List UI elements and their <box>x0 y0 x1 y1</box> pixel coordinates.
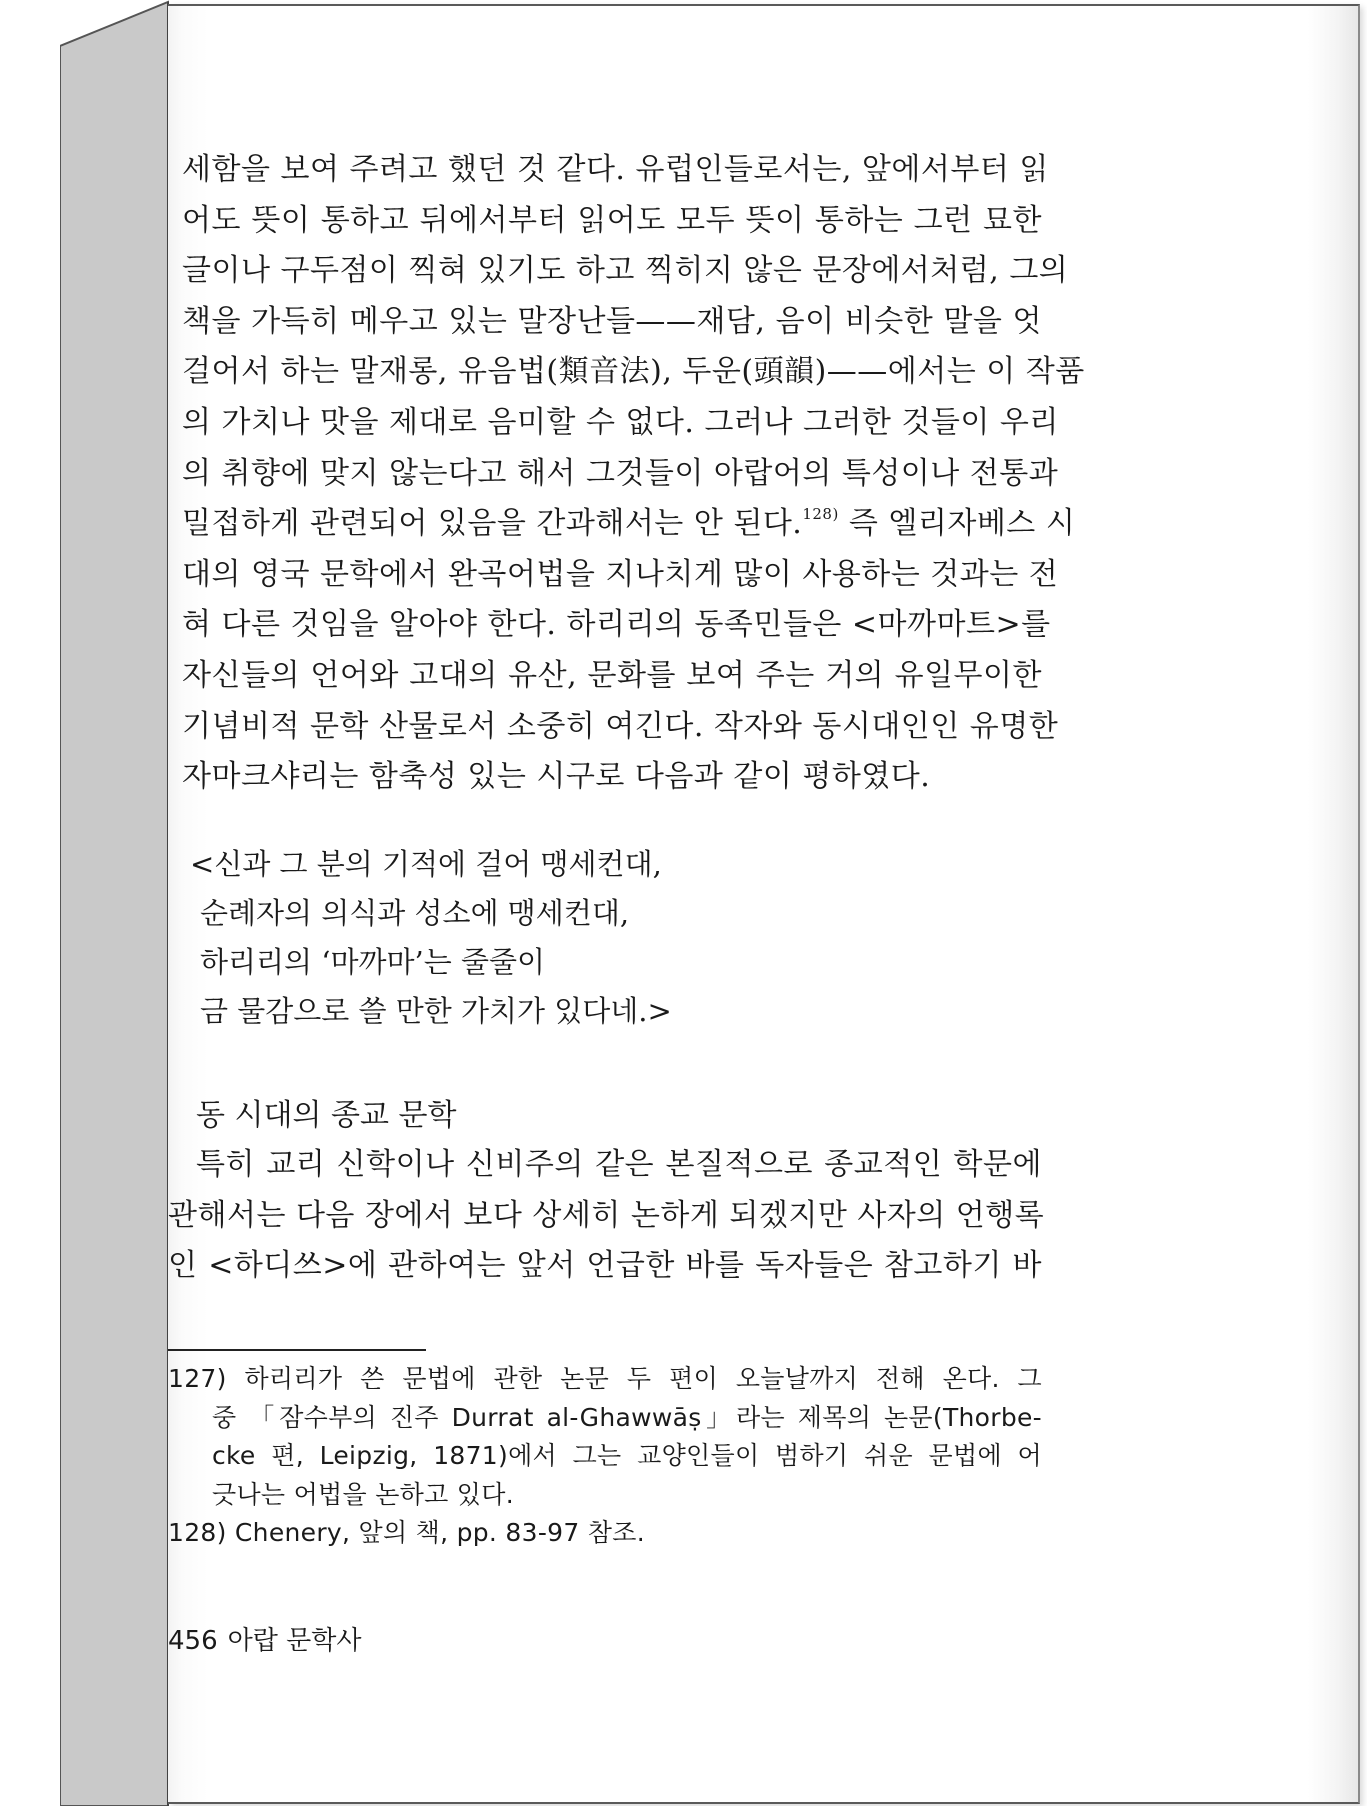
body-line-with-footnote-ref <box>182 499 1076 550</box>
body-line: 의 가치나 맛을 제대로 음미할 수 없다. 그러나 그러한 것들이 우리 <box>182 404 1059 440</box>
body-line: 세함을 보여 주려고 했던 것 같다. 유럽인들로서는, 앞에서부터 읽 <box>182 152 1049 187</box>
section-heading: 동 시대의 종교 문학 <box>196 1098 457 1133</box>
page-number: 456 <box>168 1626 218 1656</box>
body-line-tail: 즉 엘리자베스 시 <box>838 506 1076 542</box>
poem-line: 하리리의 ‘마까마’는 줄줄이 <box>200 945 546 979</box>
quoted-poem <box>190 840 910 1036</box>
body-line: 걸어서 하는 말재롱, 유음법(類音法), 두운(頭韻)——에서는 이 작품 <box>182 354 1085 390</box>
section-paragraph <box>168 1140 1045 1292</box>
body-line: 관해서는 다음 장에서 보다 상세히 논하게 되겠지만 사자의 언행록 <box>168 1197 1045 1233</box>
body-paragraph <box>182 145 1085 803</box>
body-line: 의 취향에 맞지 않는다고 해서 그것들이 아랍어의 특성이나 전통과 <box>182 455 1059 491</box>
body-line-text: 밀접하게 관련되어 있음을 간과해서는 안 된다. <box>182 506 803 542</box>
body-line: 특히 교리 신학이나 신비주의 같은 본질적으로 종교적인 학문에 <box>196 1147 1042 1182</box>
footnote-ref-128[interactable]: 128) <box>802 505 839 524</box>
footnote-128: 128) Chenery, 앞의 책, pp. 83-97 참조. <box>168 1518 645 1547</box>
book-spine <box>60 0 170 1806</box>
footnotes <box>168 1360 1042 1553</box>
footnote-127-line: 긋나는 어법을 논하고 있다. <box>212 1479 514 1509</box>
poem-line: 금 물감으로 쓸 만한 가치가 있다네.> <box>200 994 672 1028</box>
footnote-127-line: 127) 하리리가 쓴 문법에 관한 논문 두 편이 오늘날까지 전해 온다. 그 <box>168 1364 1042 1393</box>
body-line: 자마크샤리는 함축성 있는 시구로 다음과 같이 평하였다. <box>182 759 931 795</box>
poem-line: <신과 그 분의 기적에 걸어 맹세컨대, <box>190 847 662 881</box>
body-line: 인 <하디쓰>에 관하여는 앞서 언급한 바를 독자들은 참고하기 바 <box>168 1248 1042 1284</box>
body-line: 어도 뜻이 통하고 뒤에서부터 읽어도 모두 뜻이 통하는 그런 묘한 <box>182 202 1042 238</box>
poem-line: 순례자의 의식과 성소에 맹세컨대, <box>200 896 630 930</box>
body-line: 기념비적 문학 산물로서 소중히 여긴다. 작자와 동시대인인 유명한 <box>182 708 1059 744</box>
body-line: 책을 가득히 메우고 있는 말장난들——재담, 음이 비슷한 말을 엇 <box>182 303 1042 339</box>
body-line: 자신들의 언어와 고대의 유산, 문화를 보여 주는 거의 유일무이한 <box>182 657 1042 693</box>
footnote-127-line: cke 편, Leipzig, 1871)에서 그는 교양인들이 범하기 쉬운 문법에 어 <box>212 1441 1042 1470</box>
footnote-127-line: 중 「잠수부의 진주 Durrat al-Ghawwāṣ」라는 제목의 논문(Thorbe- <box>212 1402 1042 1432</box>
footnote-divider <box>168 1349 426 1351</box>
running-title: 아랍 문학사 <box>227 1626 362 1656</box>
body-line: 대의 영국 문학에서 완곡어법을 지나치게 많이 사용하는 것과는 전 <box>182 556 1059 592</box>
body-line: 글이나 구두점이 찍혀 있기도 하고 찍히지 않은 문장에서처럼, 그의 <box>182 253 1069 289</box>
body-line: 혀 다른 것임을 알아야 한다. 하리리의 동족민들은 <마까마트>를 <box>182 607 1051 643</box>
page-folio <box>168 1620 372 1657</box>
